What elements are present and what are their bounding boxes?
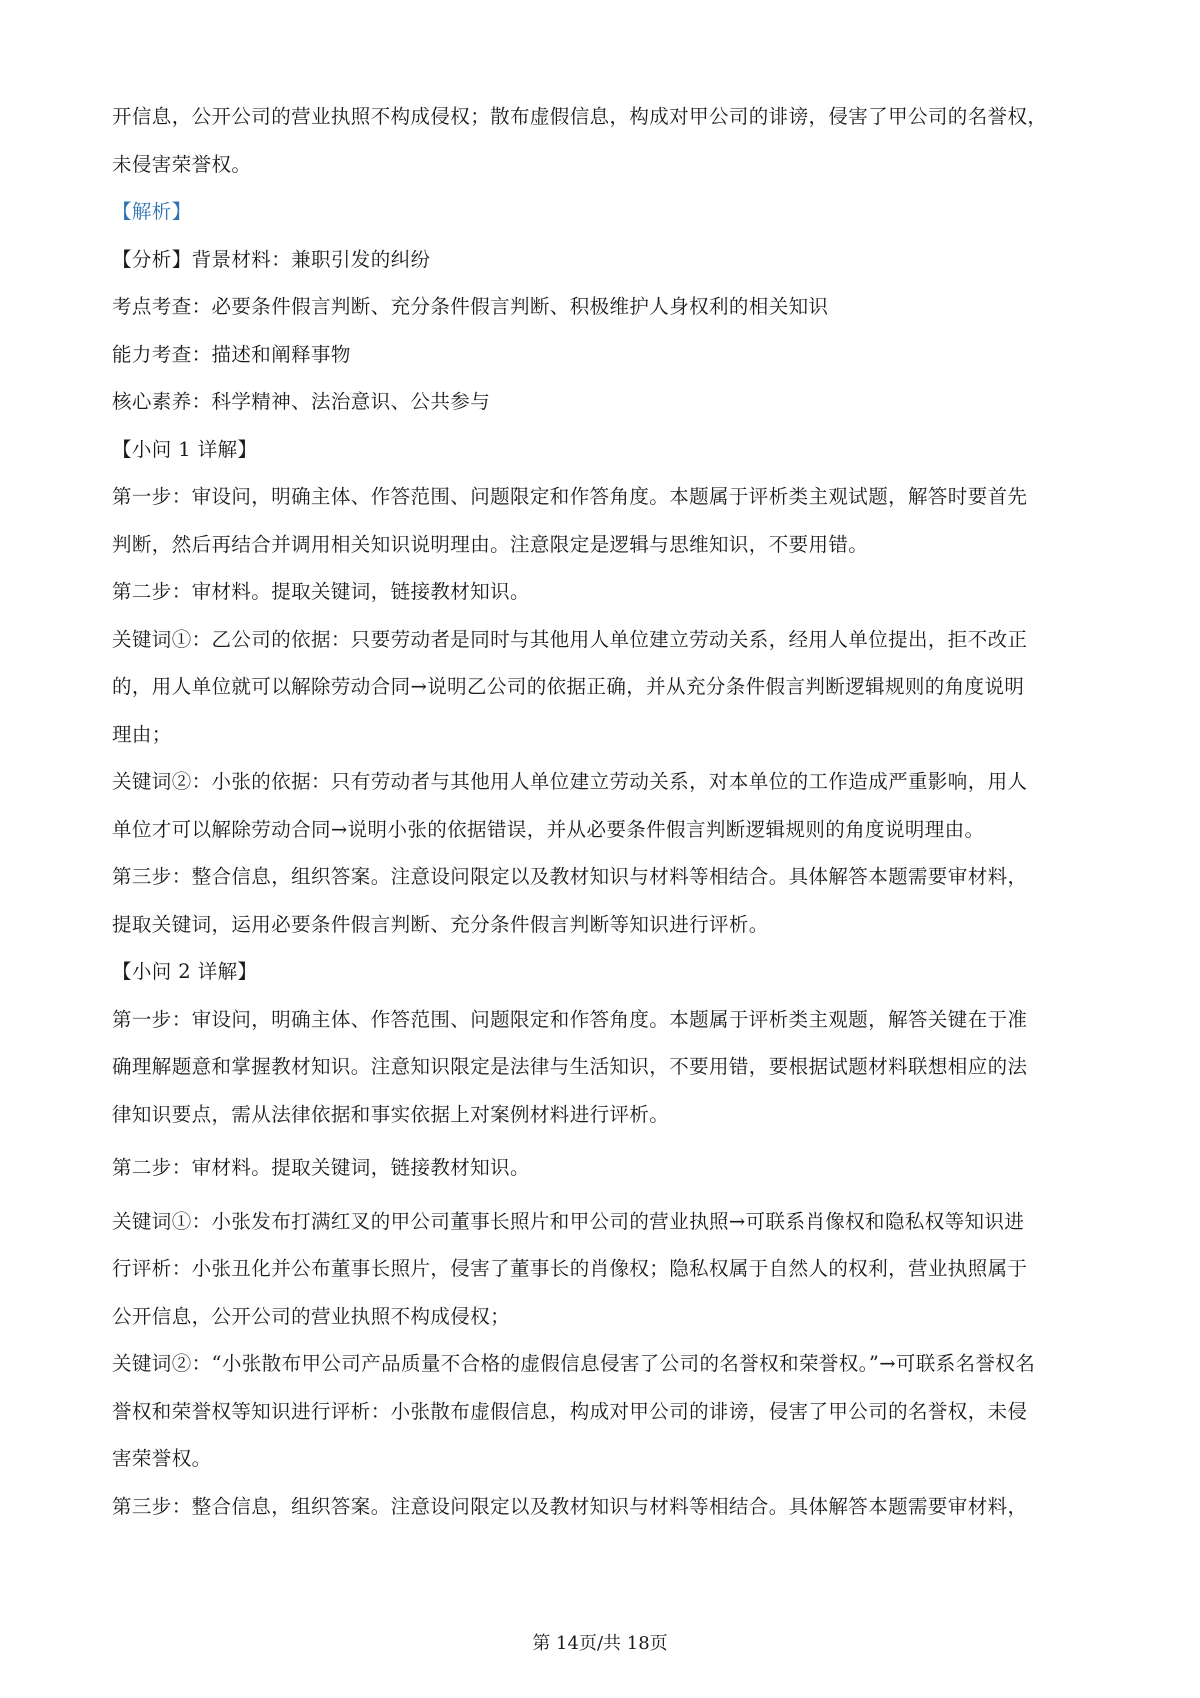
text-line: 考点考查：必要条件假言判断、充分条件假言判断、积极维护人身权利的相关知识 <box>112 295 829 318</box>
section-heading: 【小问 1 详解】 <box>112 437 258 461</box>
text-line: 第三步：整合信息，组织答案。注意设问限定以及教材知识与材料等相结合。具体解答本题需要审材料， <box>112 865 1028 888</box>
text-line: 开信息，公开公司的营业执照不构成侵权；散布虚假信息，构成对甲公司的诽谤，侵害了甲公司的名誉权， <box>112 105 1048 128</box>
text-line: 判断，然后再结合并调用相关知识说明理由。注意限定是逻辑与思维知识，不要用错。 <box>112 532 869 556</box>
text-line: 第二步：审材料。提取关键词，链接教材知识。 <box>112 580 530 603</box>
text-line: 核心素养：科学精神、法治意识、公共参与 <box>112 390 491 413</box>
analysis-heading: 【解析】 <box>112 200 192 223</box>
text-line: 第二步：审材料。提取关键词，链接教材知识。 <box>112 1156 530 1179</box>
text-line: 第一步：审设问，明确主体、作答范围、问题限定和作答角度。本题属于评析类主观试题，解答时要首先 <box>112 485 1028 508</box>
text-line: 确理解题意和掌握教材知识。注意知识限定是法律与生活知识，不要用错，要根据试题材料联想相应的法 <box>112 1055 1028 1078</box>
section-heading: 【小问 2 详解】 <box>112 960 258 983</box>
text-line: 害荣誉权。 <box>112 1447 212 1470</box>
text-line: 誉权和荣誉权等知识进行评析：小张散布虚假信息，构成对甲公司的诽谤，侵害了甲公司的名誉权，未侵 <box>112 1399 1028 1423</box>
text-line: 单位才可以解除劳动合同→说明小张的依据错误，并从必要条件假言判断逻辑规则的角度说明理由。 <box>112 817 985 841</box>
text-line: 行评析：小张丑化并公布董事长照片，侵害了董事长的肖像权；隐私权属于自然人的权利，营业执照属于 <box>112 1257 1028 1280</box>
document-body <box>112 93 1092 1530</box>
text-line: 能力考查：描述和阐释事物 <box>112 342 351 366</box>
text-line: 的，用人单位就可以解除劳动合同→说明乙公司的依据正确，并从充分条件假言判断逻辑规则的角度说明 <box>112 675 1025 698</box>
text-line: 提取关键词，运用必要条件假言判断、充分条件假言判断等知识进行评析。 <box>112 912 769 936</box>
text-line: 第三步：整合信息，组织答案。注意设问限定以及教材知识与材料等相结合。具体解答本题需要审材料， <box>112 1494 1028 1518</box>
text-line: 【分析】背景材料：兼职引发的纠纷 <box>112 247 431 271</box>
text-line: 关键词①：乙公司的依据：只要劳动者是同时与其他用人单位建立劳动关系，经用人单位提出，拒不改正 <box>112 627 1028 651</box>
text-line: 律知识要点，需从法律依据和事实依据上对案例材料进行评析。 <box>112 1102 670 1126</box>
text-line: 关键词②：小张的依据：只有劳动者与其他用人单位建立劳动关系，对本单位的工作造成严重影响，用人 <box>112 770 1028 793</box>
text-line: 第一步：审设问，明确主体、作答范围、问题限定和作答角度。本题属于评析类主观题，解答关键在于准 <box>112 1007 1028 1031</box>
page-number: 第 14页/共 18页 <box>532 1633 668 1654</box>
text-line: 关键词①：小张发布打满红叉的甲公司董事长照片和甲公司的营业执照→可联系肖像权和隐私权等知识进 <box>112 1209 1025 1233</box>
text-line: 关键词②：“小张散布甲公司产品质量不合格的虚假信息侵害了公司的名誉权和荣誉权。”→可联系名誉权名 <box>112 1352 1036 1375</box>
text-line: 理由； <box>112 722 172 746</box>
text-line: 未侵害荣誉权。 <box>112 152 252 176</box>
text-line: 公开信息，公开公司的营业执照不构成侵权； <box>112 1304 511 1328</box>
